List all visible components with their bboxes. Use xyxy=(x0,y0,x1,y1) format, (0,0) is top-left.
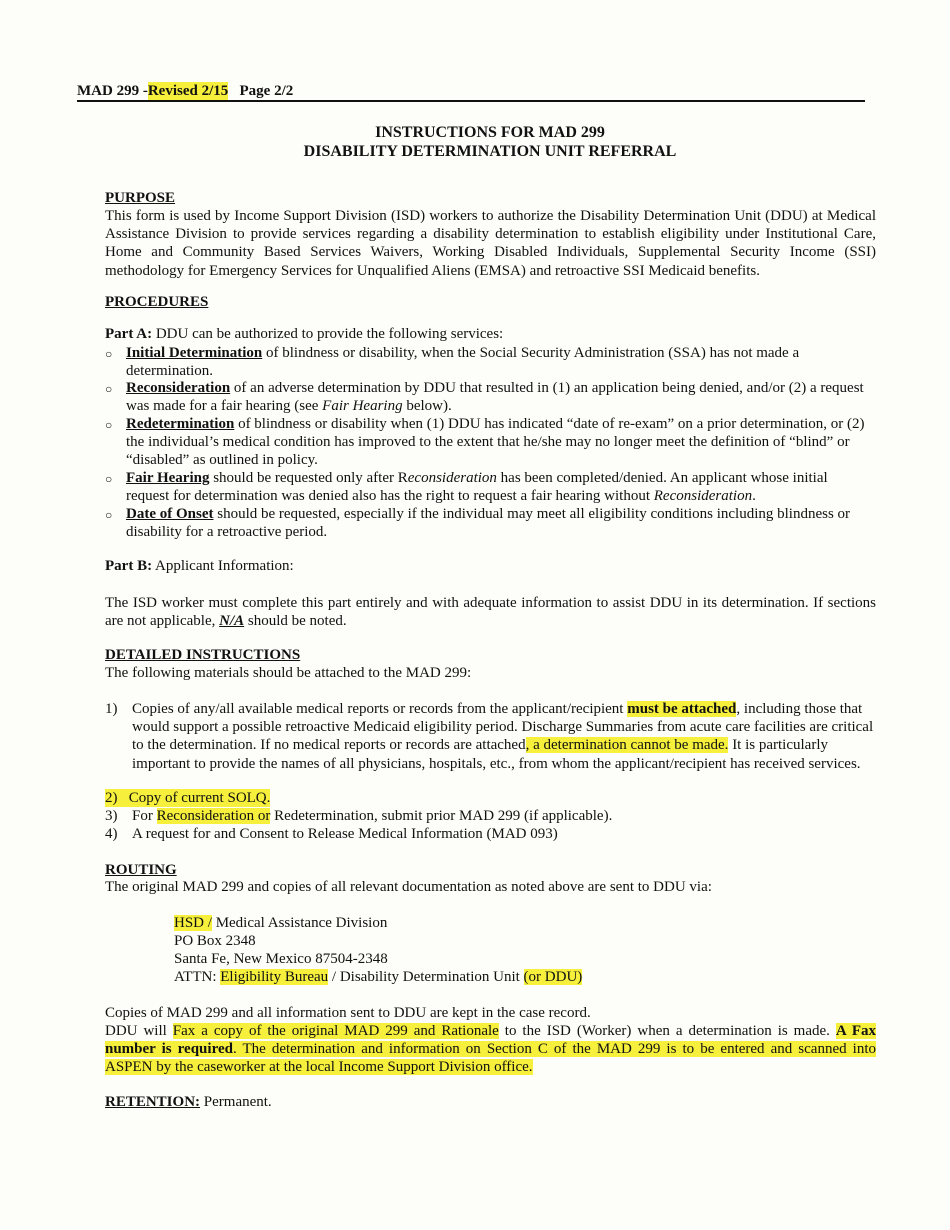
purpose-heading: PURPOSE xyxy=(105,190,176,206)
routing-p2-bold-highlight: A Fax number is required xyxy=(105,1023,877,1058)
routing-p2-pre: DDU will xyxy=(105,1023,173,1039)
bullet-term: Date of Onset xyxy=(126,506,214,522)
part-b-para-text: The ISD worker must complete this part entirely and with adequate information to assist DDU in its determination. If sections are not applicable, xyxy=(105,595,876,630)
retention-label: RETENTION: xyxy=(105,1094,201,1110)
address-highlight: HSD / xyxy=(174,915,212,931)
item-pre: For xyxy=(132,808,157,824)
bullet-term: Reconsideration xyxy=(126,380,231,396)
routing-p2-highlight: Fax a copy of the original MAD 299 and Rationale xyxy=(172,1023,499,1039)
bullet-text: should be requested only after R xyxy=(209,470,408,486)
title-line-2: DISABILITY DETERMINATION UNIT REFERRAL xyxy=(303,143,677,160)
bullet-tail: has been completed/denied. An applicant whose initial request for determination was denied also has the right to request a fair hearing without xyxy=(126,470,828,505)
detailed-item-3 xyxy=(105,807,865,825)
item-highlight: must be attached xyxy=(627,701,737,717)
bullet-icon: ○ xyxy=(105,472,113,486)
form-id: MAD 299 - xyxy=(77,83,148,99)
bullet-initial-determination xyxy=(105,344,865,380)
routing-heading: ROUTING xyxy=(105,862,177,878)
item-highlight: Reconsideration or xyxy=(156,808,271,824)
item-highlight-2: , a determination cannot be made. xyxy=(525,737,729,754)
address-line-3: Santa Fe, New Mexico 87504-2348 xyxy=(174,951,388,967)
item-text-3: It is particularly important to provide the names of all physicians, hospitals, etc., from whom the applicant/recipient has received services. xyxy=(132,737,861,772)
procedures-heading: PROCEDURES xyxy=(105,294,209,310)
routing-paragraph-2 xyxy=(105,1022,876,1077)
item-text: A request for and Consent to Release Medical Information (MAD 093) xyxy=(132,826,558,842)
routing-p2-mid: to the ISD (Worker) when a determination is made. xyxy=(498,1023,836,1039)
address-attn xyxy=(174,968,774,986)
revision-date: Revised 2/15 xyxy=(147,83,229,99)
detailed-heading: DETAILED INSTRUCTIONS xyxy=(105,647,301,663)
bullet-term: Initial Determination xyxy=(126,345,263,361)
bullet-redetermination xyxy=(105,415,865,470)
part-b-label: Part B: xyxy=(105,558,153,574)
bullet-date-of-onset xyxy=(105,505,865,541)
bullet-fair-hearing xyxy=(105,469,865,505)
bullet-icon: ○ xyxy=(105,508,113,522)
item-text: Copy of current SOLQ. xyxy=(128,790,271,806)
part-b-para-tail: should be noted. xyxy=(244,613,347,630)
bullet-tail: below). xyxy=(402,398,452,415)
bullet-text: of blindness or disability, when the Social Security Administration (SSA) has not made a determination. xyxy=(126,345,800,380)
item-number: 2) xyxy=(105,790,118,806)
bullet-italic-2: Reconsideration xyxy=(653,488,753,505)
detailed-item-4 xyxy=(105,825,865,843)
bullet-text: of blindness or disability when (1) DDU has indicated “date of re-exam” on a prior determination, or (2) the individual’s medical condition has improved to the extent that he/she may no longer meet the definition of “blind” or “disabled” as outlined in policy. xyxy=(126,416,865,469)
bullet-italic: econsideration xyxy=(407,470,497,486)
purpose-text: This form is used by Income Support Division (ISD) workers to authorize the Disability Determination Unit (DDU) at Medical Assistance Division to provide services regarding a disability determination to establish eligibility under Institutional Care, Home and Community Based Services Waivers, Working Disabled Individuals, Supplemental Security Income (SSI) methodology for Emergency Services for Unqualified Aliens (EMSA) and retroactive SSI Medicaid benefits. xyxy=(105,208,876,279)
bullet-icon: ○ xyxy=(105,418,113,432)
part-b xyxy=(105,557,876,575)
item-text-2: , including those that would support a possible retroactive Medicaid eligibility period. Discharge Summaries from acute care facilities are critical to the determination. If no medical reports or records are attached xyxy=(132,701,874,754)
detailed-item-1 xyxy=(105,700,878,773)
item-number: 1) xyxy=(105,701,118,717)
na-marker: N/A xyxy=(219,613,245,630)
bullet-icon: ○ xyxy=(105,347,113,361)
attn-highlight: Eligibility Bureau xyxy=(220,969,329,985)
detailed-item-2 xyxy=(105,789,865,807)
bullet-text: of an adverse determination by DDU that resulted in (1) an application being denied, and/or (2) a request was made for a fair hearing (see xyxy=(126,380,864,415)
bullet-text: should be requested, especially if the individual may meet all eligibility conditions including blindness or disability for a retroactive period. xyxy=(126,506,851,541)
bullet-term: Redetermination xyxy=(126,416,235,432)
part-b-paragraph xyxy=(105,594,876,630)
item-number: 4) xyxy=(105,826,118,842)
item-text: Redetermination, submit prior MAD 299 (if applicable). xyxy=(270,808,613,824)
bullet-tail-2: . xyxy=(752,488,756,505)
title-line-1: INSTRUCTIONS FOR MAD 299 xyxy=(375,124,605,141)
item-number: 3) xyxy=(105,808,118,824)
part-a-label: Part A: xyxy=(105,326,153,342)
bullet-italic: Fair Hearing xyxy=(322,398,403,415)
retention-value: Permanent. xyxy=(200,1094,272,1110)
address-line-1 xyxy=(174,914,774,932)
page-number: Page 2/2 xyxy=(239,83,294,99)
attn-text: / Disability Determination Unit xyxy=(328,969,524,985)
attn-label: ATTN: xyxy=(174,969,221,985)
address-line-2: PO Box 2348 xyxy=(174,933,256,949)
part-a-text: DDU can be authorized to provide the following services: xyxy=(152,326,504,342)
routing-p2-highlight-2: . The determination and information on Section C of the MAD 299 is to be entered and scanned into ASPEN by the caseworker at the local Income Support Division office. xyxy=(105,1041,876,1076)
item-text: Copies of any/all available medical reports or records from the applicant/recipient xyxy=(132,701,628,717)
part-a xyxy=(105,325,876,343)
part-b-text: Applicant Information: xyxy=(152,558,294,574)
bullet-term: Fair Hearing xyxy=(126,470,210,486)
page-header xyxy=(77,82,865,102)
retention xyxy=(105,1093,876,1111)
routing-paragraph-1: Copies of MAD 299 and all information sent to DDU are kept in the case record. xyxy=(105,1005,591,1021)
address-text: Medical Assistance Division xyxy=(211,915,388,931)
bullet-icon: ○ xyxy=(105,382,113,396)
attn-highlight-2: (or DDU) xyxy=(523,969,583,985)
bullet-reconsideration xyxy=(105,379,865,415)
detailed-intro: The following materials should be attached to the MAD 299: xyxy=(105,665,472,681)
routing-intro: The original MAD 299 and copies of all relevant documentation as noted above are sent to DDU via: xyxy=(105,879,712,895)
